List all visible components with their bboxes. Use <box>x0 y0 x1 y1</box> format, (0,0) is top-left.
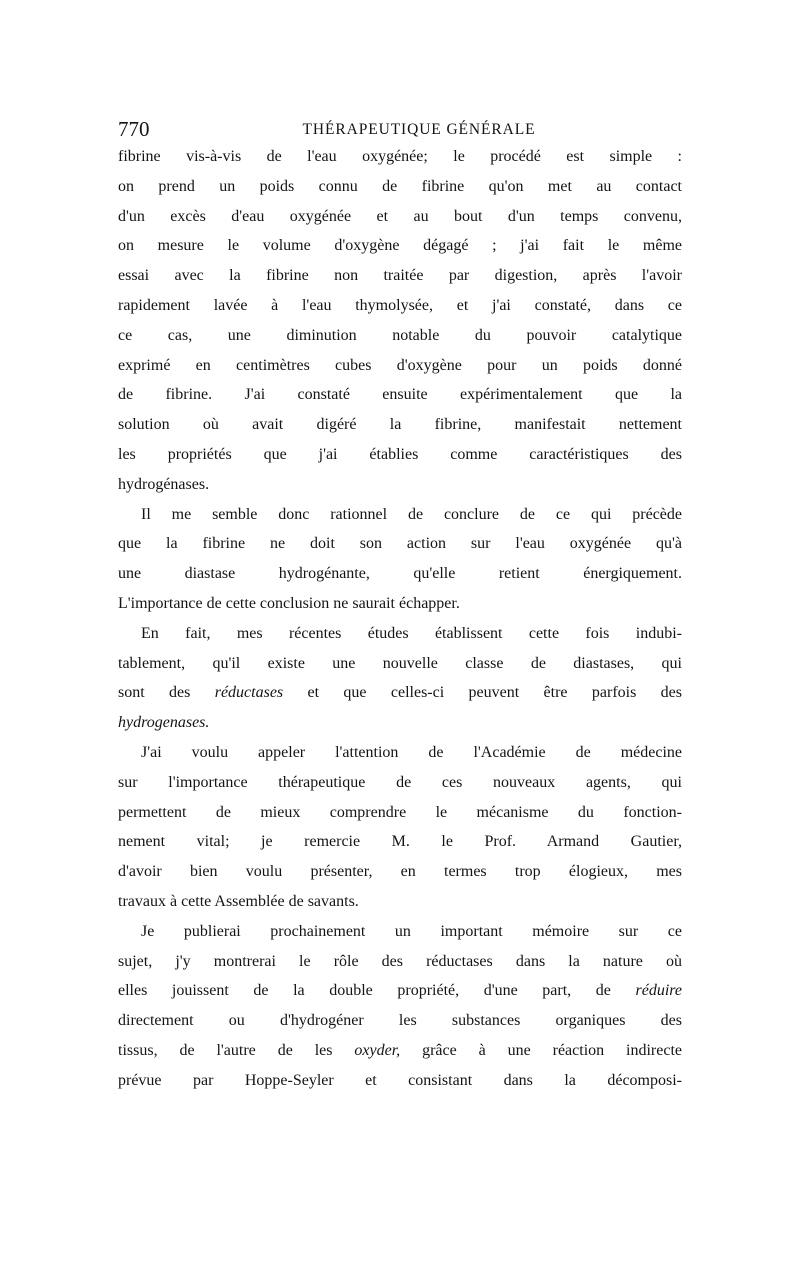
text-line: que la fibrine ne doit son action sur l'eau oxygénée qu'à <box>118 535 682 553</box>
text-line: J'ai voulu appeler l'attention de l'Académie de médecine <box>141 743 682 761</box>
text-line: essai avec la fibrine non traitée par digestion, après l'avoir <box>118 267 682 285</box>
running-title: THÉRAPEUTIQUE GÉNÉRALE <box>302 121 536 138</box>
text-line: de fibrine. J'ai constaté ensuite expérimentalement que la <box>118 386 682 404</box>
text-line: prévue par Hoppe-Seyler et consistant dans la décomposi- <box>118 1071 682 1089</box>
text-line: L'importance de cette conclusion ne saurait échapper. <box>118 594 460 612</box>
text-line: exprimé en centimètres cubes d'oxygène pour un poids donné <box>118 356 682 374</box>
text-line: permettent de mieux comprendre le mécanisme du fonction- <box>118 803 682 821</box>
text-line: Je publierai prochainement un important mémoire sur ce <box>141 922 682 940</box>
text-line <box>118 982 682 1012</box>
text-line: d'un excès d'eau oxygénée et au bout d'un temps convenu, <box>118 207 682 225</box>
page-header <box>118 114 680 144</box>
body-text <box>118 148 682 1102</box>
italic-term: réductases <box>214 684 284 702</box>
italic-term: oxyder, <box>354 1041 401 1059</box>
text-fragment: elles jouissent de la double propriété, d'une part, de <box>118 982 611 1000</box>
text-line: travaux à cette Assemblée de savants. <box>118 892 359 910</box>
text-line: Il me semble donc rationnel de conclure de ce qui précède <box>141 505 682 523</box>
text-fragment: grâce à une réaction indirecte <box>422 1041 682 1059</box>
text-line: sur l'importance thérapeutique de ces nouveaux agents, qui <box>118 773 682 791</box>
text-line: on mesure le volume d'oxygène dégagé ; j'ai fait le même <box>118 237 682 255</box>
text-fragment: tissus, de l'autre de les <box>118 1041 333 1059</box>
text-line: une diastase hydrogénante, qu'elle retient énergiquement. <box>118 565 682 583</box>
text-line: nement vital; je remercie M. le Prof. Armand Gautier, <box>118 833 682 851</box>
text-line: on prend un poids connu de fibrine qu'on met au contact <box>118 177 682 195</box>
text-line <box>118 684 682 714</box>
text-line: hydrogénases. <box>118 475 210 493</box>
text-fragment: sont des <box>118 684 191 702</box>
text-line: ce cas, une diminution notable du pouvoir catalytique <box>118 326 682 344</box>
text-line: d'avoir bien voulu présenter, en termes trop élogieux, mes <box>118 863 682 881</box>
text-line: sujet, j'y montrerai le rôle des réductases dans la nature où <box>118 952 682 970</box>
text-line: solution où avait digéré la fibrine, manifestait nettement <box>118 416 682 434</box>
text-line: tablement, qu'il existe une nouvelle classe de diastases, qui <box>118 654 682 672</box>
text-line <box>118 1042 682 1072</box>
italic-term: hydrogenases. <box>118 714 210 732</box>
text-line: En fait, mes récentes études établissent cette fois indubi- <box>141 624 682 642</box>
text-line: les propriétés que j'ai établies comme caractéristiques des <box>118 445 682 463</box>
text-line: directement ou d'hydrogéner les substances organiques des <box>118 1012 682 1030</box>
text-line: rapidement lavée à l'eau thymolysée, et j'ai constaté, dans ce <box>118 296 682 314</box>
page-number: 770 <box>118 117 150 141</box>
text-fragment: et que celles-ci peuvent être parfois des <box>307 684 682 702</box>
text-line: fibrine vis-à-vis de l'eau oxygénée; le procédé est simple : <box>118 148 682 165</box>
italic-term: réduire <box>635 982 682 1000</box>
text-line <box>118 714 682 744</box>
